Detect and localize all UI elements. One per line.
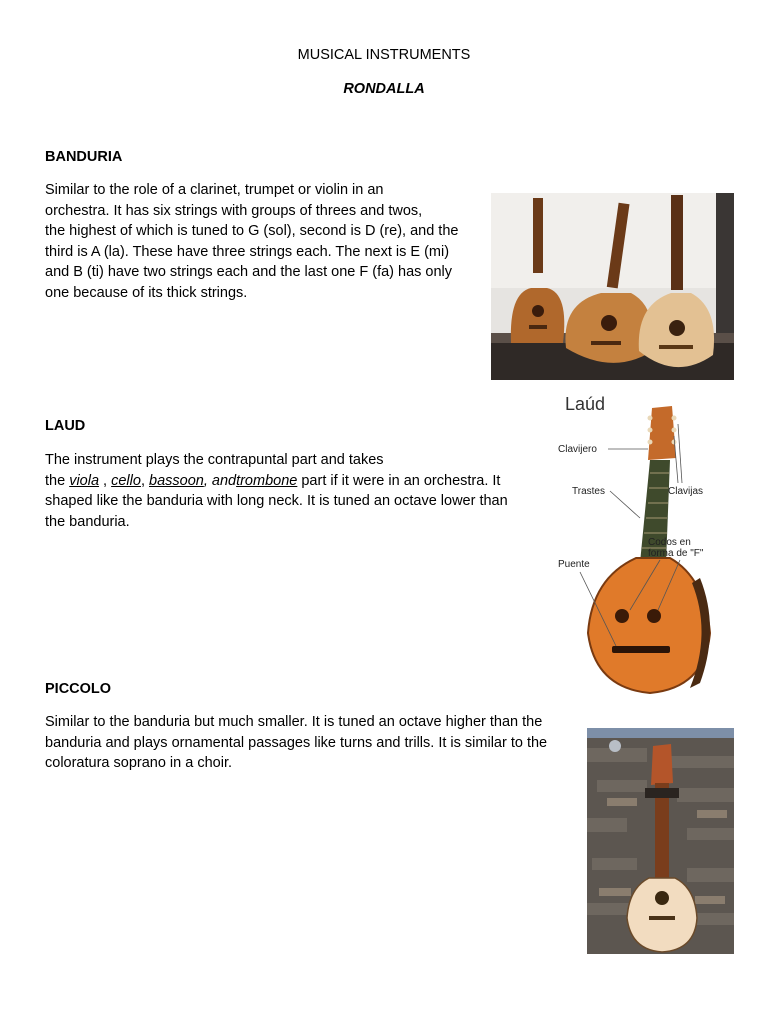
piccolo-text-line: coloratura soprano in a choir. [45,755,232,771]
laud-text-line: The instrument plays the contrapuntal part and takes [45,452,384,468]
document-title: MUSICAL INSTRUMENTS [297,47,471,63]
piccolo-heading: PICCOLO [45,681,112,697]
laud-diagram [550,388,740,710]
laud-text-line: the banduria. [45,513,130,530]
laud-diagram-art [550,388,740,710]
laud-text-line [45,471,500,492]
laud-heading: LAUD [45,418,86,434]
banduria-text-line: the highest of which is tuned to G (sol), second is D (re), and the [45,223,459,239]
label-codos-1: Codos en [648,537,691,548]
bassoon-term: bassoon [149,472,204,489]
label-codos-2: forma de "F" [648,548,704,559]
laud-diagram-title: Laúd [565,394,606,414]
banduria-text-line: Similar to the role of a clarinet, trumpet or violin in an [45,182,384,198]
banduria-text-line: third is A (la). These have three strings each. The next is E (mi) [45,243,450,260]
piccolo-photo [587,728,734,954]
banduria-heading: BANDURIA [45,149,123,165]
trombone-term: trombone [236,472,298,489]
laud-text-line: shaped like the banduria with long neck. It is tuned an octave lower than [45,493,508,509]
piccolo-text-line: banduria and plays ornamental passages like turns and trills. It is similar to the [45,734,548,751]
label-clavijas: Clavijas [668,486,704,497]
piccolo-text-line: Similar to the banduria but much smaller. It is tuned an octave higher than the [45,714,543,730]
document-subtitle: RONDALLA [343,81,425,97]
cello-term: cello [111,472,141,489]
label-clavijero: Clavijero [558,444,597,455]
laud-line2-prefix: the [45,472,70,489]
banduria-text-line: and B (ti) have two strings each and the last one F (fa) has only [45,264,453,280]
banduria-text-line: one because of its thick strings. [45,284,248,301]
banduria-text-line: orchestra. It has six strings with groups of threes and twos, [45,202,423,219]
viola-term: viola [69,472,100,489]
laud-line2-suffix: part if it were in an orchestra. It [297,472,501,489]
label-puente: Puente [558,559,590,570]
piccolo-photo-art [587,728,734,954]
laud-line2-sep: , [140,472,149,489]
laud-line2-sep: , [99,472,112,489]
laud-line2-sep: , and [203,472,237,489]
banduria-photo-art [491,193,734,380]
label-trastes: Trastes [572,486,605,497]
banduria-photo [491,193,734,380]
